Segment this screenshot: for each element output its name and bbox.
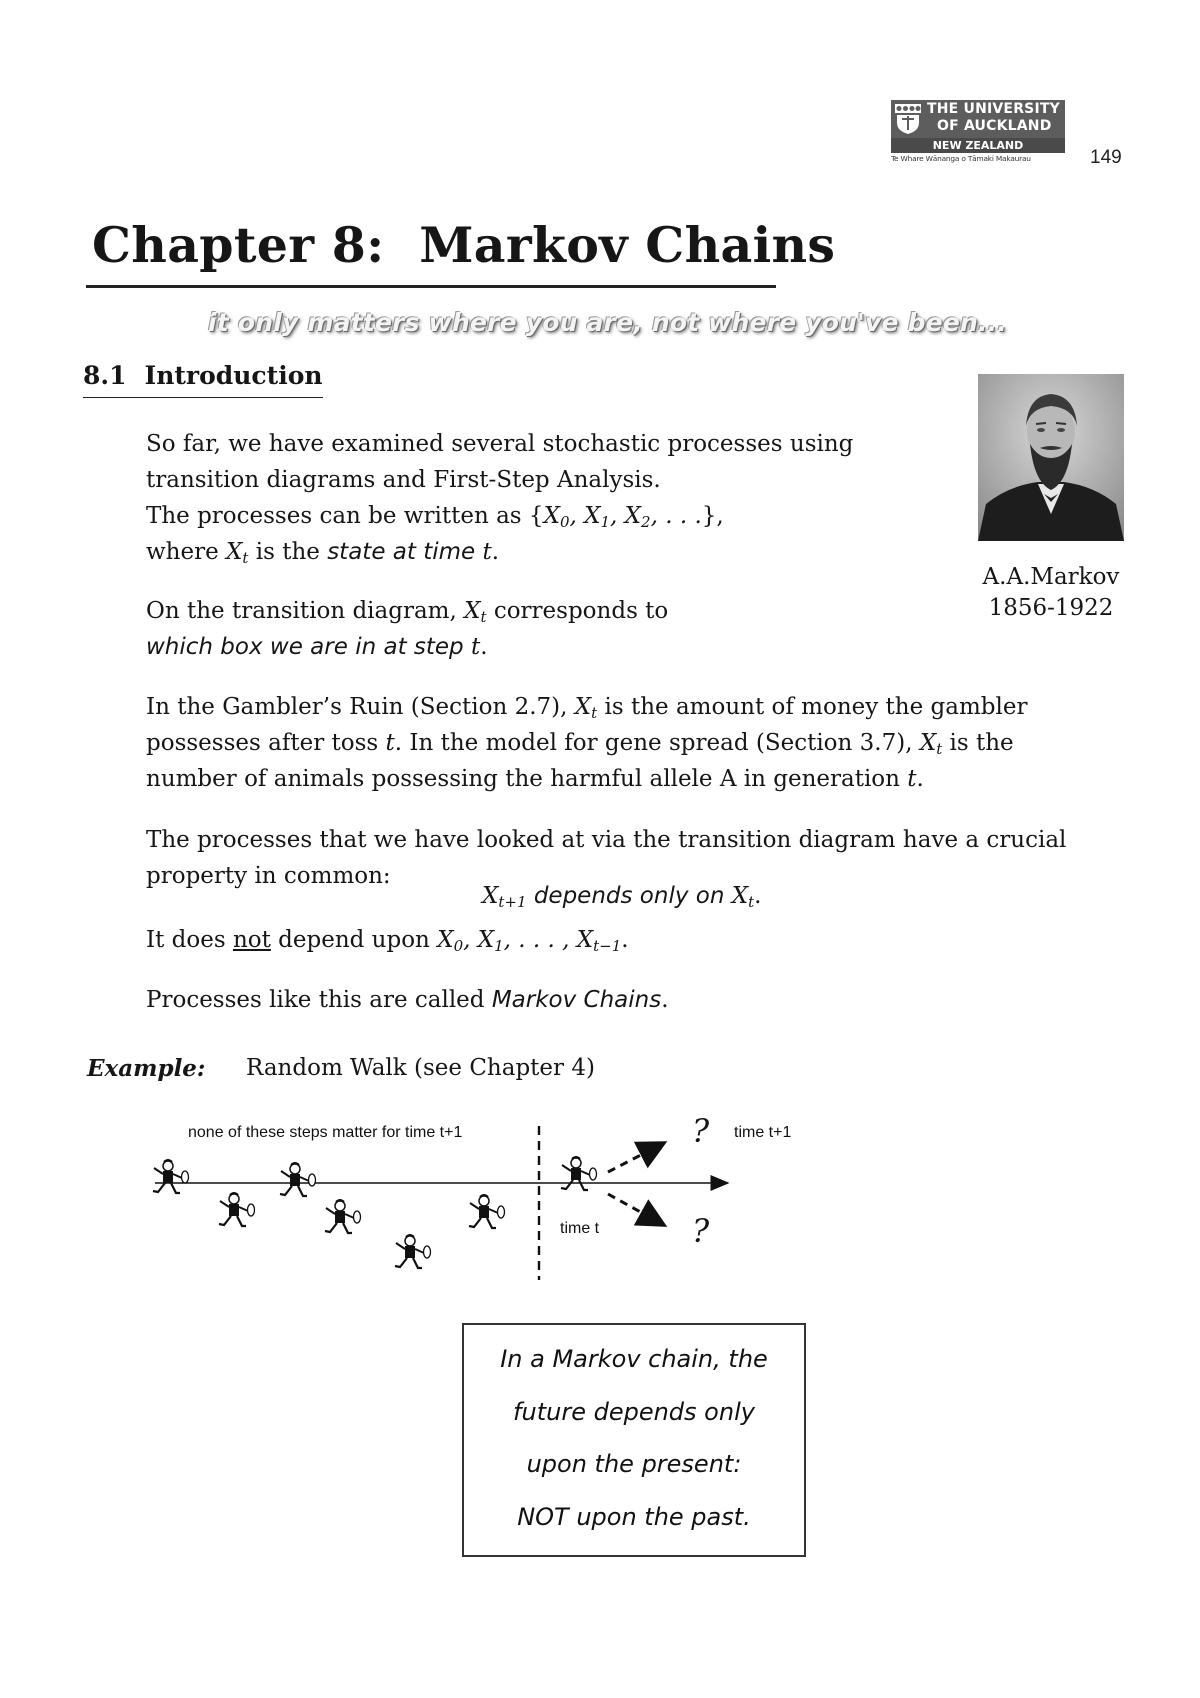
math-expression: t (482, 539, 492, 565)
emphasis-text: which box we are in at step (146, 634, 471, 660)
text-fragment: It does (146, 927, 233, 953)
text-line: which box we are in at step t. (146, 634, 488, 660)
chapter-name: Markov Chains (419, 216, 836, 274)
transition-paragraph (146, 593, 668, 665)
text-fragment: possesses after toss (146, 730, 386, 756)
text-line: So far, we have examined several stochastic processes using (146, 431, 854, 457)
text-fragment: Processes like this are called (146, 987, 492, 1013)
text-line (146, 689, 1027, 725)
text-fragment: On the transition diagram, (146, 598, 465, 624)
text-line (146, 593, 668, 629)
text-fragment: is the (248, 539, 328, 565)
callout-line: future depends only (513, 1398, 755, 1426)
current-time-label: time t (560, 1220, 600, 1237)
chapter-tagline: it only matters where you are, not where you've been... (208, 308, 1008, 337)
example-label: Example: (87, 1055, 206, 1082)
logo-maori-name: Te Whare Wānanga o Tāmaki Makaurau (891, 154, 1031, 163)
math-expression: t (470, 634, 481, 660)
math-expression: $X_0$, $X_1$, $X_2$, . . . (543, 503, 702, 531)
section-heading (83, 361, 323, 398)
text-line: transition diagrams and First-Step Analysis. (146, 467, 661, 493)
text-line (146, 498, 853, 534)
logo-top-panel (891, 100, 1065, 138)
logo-line1: THE UNIVERSITY (927, 101, 1060, 117)
math-expression: t (907, 766, 917, 792)
past-steps-label: none of these steps matter for time t+1 (188, 1124, 463, 1141)
text-fragment: . (916, 766, 924, 792)
text-fragment: number of animals possessing the harmful allele A in generation (146, 766, 908, 792)
question-mark-down: ? (692, 1212, 710, 1250)
emphasis-text: depends only on (526, 883, 732, 909)
text-fragment: is the amount of money the gambler (597, 694, 1028, 720)
markov-property-formula: $X_{t+1}$ depends only on $X_t$. (482, 883, 762, 911)
not-depend-paragraph (146, 922, 629, 958)
math-expression: $X_0$, $X_1$, . . . , $X_{t-1}$ (437, 927, 622, 955)
math-expression: $X_t$ (226, 539, 249, 567)
emphasis-text: Markov Chains (491, 987, 662, 1013)
chapter-underline (86, 285, 776, 288)
logo-line2: OF AUCKLAND (937, 118, 1052, 134)
markov-portrait (978, 374, 1124, 541)
question-mark-up: ? (692, 1112, 710, 1150)
text-line: The processes that we have looked at via the transition diagram have a crucial (146, 827, 1067, 853)
text-fragment: In the Gambler’s Ruin (Section 2.7), (146, 694, 575, 720)
text-fragment: . In the model for gene spread (Section 3.7), (394, 730, 920, 756)
portrait-caption (940, 562, 1162, 624)
crest-icon (894, 103, 922, 135)
text-line: property in common: (146, 863, 391, 889)
university-logo (891, 100, 1065, 166)
section-number: 8.1 (83, 361, 127, 390)
section-title: Introduction (144, 361, 323, 390)
text-line (146, 761, 1027, 797)
text-line: Processes like this are called Markov Chains. (146, 987, 669, 1013)
math-expression: $X_t$ (731, 883, 755, 911)
text-fragment: }, (701, 503, 724, 529)
markov-chains-definition (146, 982, 669, 1018)
future-time-label: time t+1 (734, 1124, 792, 1141)
random-walk-figure (140, 1110, 820, 1310)
chapter-number: Chapter 8: (92, 216, 385, 274)
portrait-name: A.A.Markov (982, 564, 1120, 590)
text-fragment: The processes can be written as { (146, 503, 544, 529)
text-fragment: . (491, 539, 500, 565)
text-line: It does not depend upon $X_0$, $X_1$, . . . , $X_{t-1}$. (146, 927, 629, 955)
intro-paragraph (146, 426, 853, 570)
math-expression: $X_{t+1}$ (482, 883, 527, 911)
text-fragment: depend upon (270, 927, 438, 953)
text-fragment: is the (942, 730, 1014, 756)
emphasis-text: state at time (327, 539, 483, 565)
example-text: Random Walk (see Chapter 4) (246, 1055, 595, 1081)
portrait-years: 1856-1922 (988, 595, 1114, 621)
markov-chain-callout (462, 1323, 806, 1557)
text-fragment: corresponds to (486, 598, 669, 624)
math-expression: t (385, 730, 395, 756)
callout-line: upon the present: (526, 1450, 742, 1478)
underlined-word: not (232, 927, 271, 953)
gamblers-ruin-paragraph (146, 689, 1027, 797)
logo-band: NEW ZEALAND (891, 138, 1065, 153)
callout-line: NOT upon the past. (517, 1503, 751, 1531)
chapter-title (92, 216, 835, 274)
text-fragment: where (146, 539, 227, 565)
text-line (146, 725, 1027, 761)
math-expression: $X_t$ (919, 730, 943, 758)
text-line (146, 534, 853, 570)
callout-line: In a Markov chain, the (500, 1345, 768, 1373)
page-number: 149 (1090, 147, 1122, 168)
math-expression: $X_t$ (464, 598, 487, 626)
math-expression: $X_t$ (574, 694, 598, 722)
